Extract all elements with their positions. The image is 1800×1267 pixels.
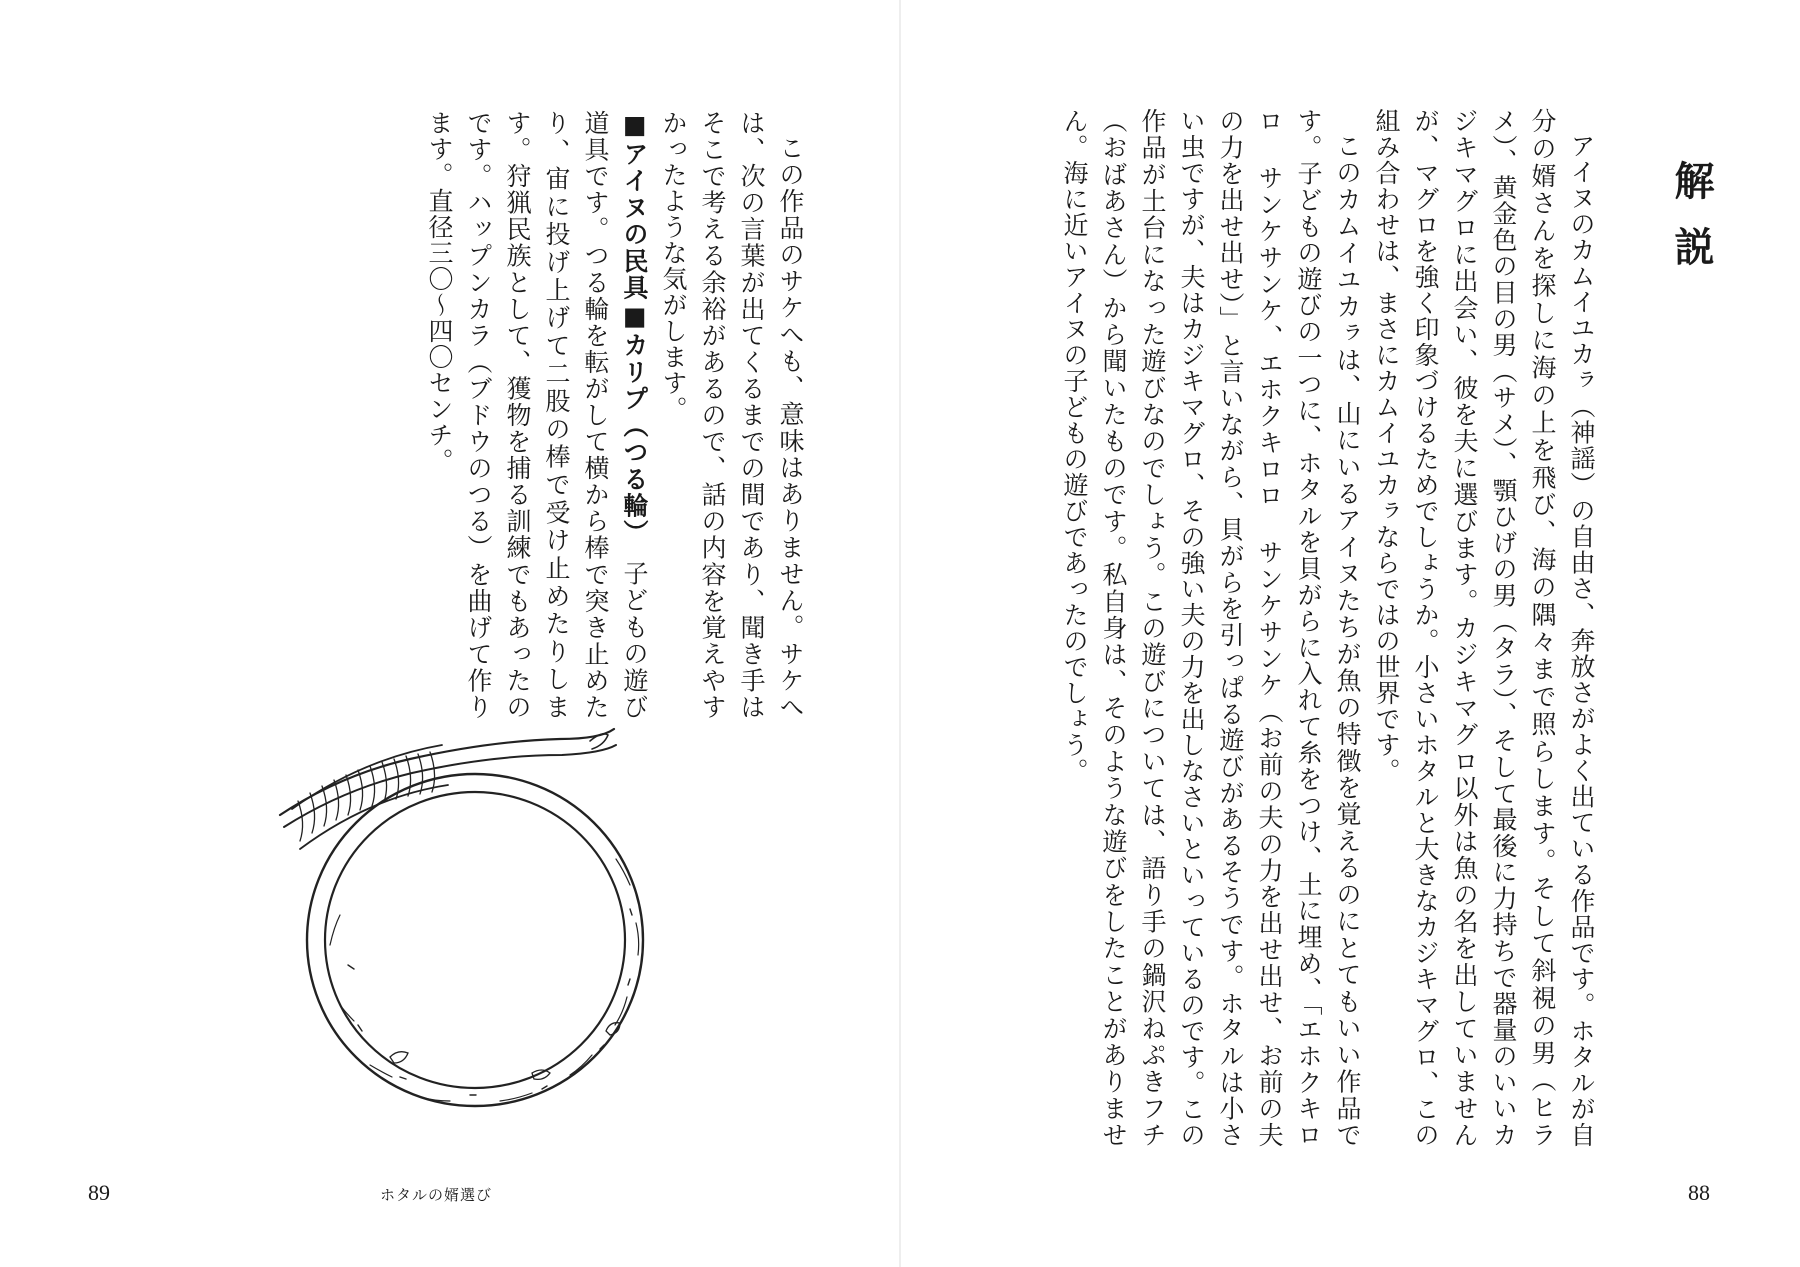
page-gutter: [899, 0, 901, 1267]
running-head: ホタルの婿選び: [380, 1186, 493, 1204]
section-heading: 解説: [1668, 160, 1715, 292]
left-paragraph: この作品のサケへも、意味はありません。サケへは、次の言葉が出てくるまでの間であり、聞き手はそこで考える余裕があるので、話の内容を覚えやすかったような気がします。: [659, 110, 805, 720]
left-page-number: 89: [88, 1180, 110, 1205]
folk-tool-description: 子どもの遊び道具です。つる輪を転がして横から棒で突き止めたり、宙に投げ上げて二股の棒で受け止めたりします。狩猟民族として、獲物を捕る訓練でもあったのです。ハップンカラ（ブドウのつる）を曲げて作ります。直径三〇～四〇センチ。: [425, 110, 649, 720]
vine-ring-karip-illustration-icon: [270, 705, 690, 1125]
right-page-body: [1018, 108, 1601, 1148]
folk-tool-note: [420, 110, 654, 720]
right-page-number: 88: [1688, 1180, 1710, 1205]
folk-tool-subhead: ■アイヌの民具■カリプ（つる輪）: [620, 110, 649, 534]
left-page-body: [340, 110, 810, 720]
right-paragraph-2: このカムイユカㇻは、山にいるアイヌたちが魚の特徴を覚えるのにとてもいい作品です。子どもの遊びの一つに、ホタルを貝がらに入れて糸をつけ、土に埋め、「エホクキロロ サンケサンケ、エホクキロロ サンケサンケ（お前の夫の力を出せ出せ、お前の夫の力を出せ出せ）」と言いながら、貝がらを引っぱる遊びがあるそうです。ホタルは小さい虫ですが、夫はカジキマグロ、その強い夫の力を出しなさいといっているのです。この作品が土台になった遊びなのでしょう。この遊びについては、語り手の鍋沢ねぷきフチ（おばあさん）から聞いたものです。私自身は、そのような遊びをしたことがありません。海に近いアイヌの子どもの遊びであったのでしょう。: [1060, 108, 1362, 1149]
right-paragraph-1: アイヌのカムイユカㇻ（神謡）の自由さ、奔放さがよく出ている作品です。ホタルが自分の婿さんを探しに海の上を飛び、海の隅々まで照らします。そして斜視の男（ヒラメ）、黄金色の目の男（サメ）、顎ひげの男（タラ）、そして最後に力持ちで器量のいいカジキマグロに出会い、彼を夫に選びます。カジキマグロ以外は魚の名を出していませんが、マグロを強く印象づけるためでしょうか。小さいホタルと大きなカジキマグロ、この組み合わせは、まさにカムイユカㇻならではの世界です。: [1372, 108, 1596, 1148]
